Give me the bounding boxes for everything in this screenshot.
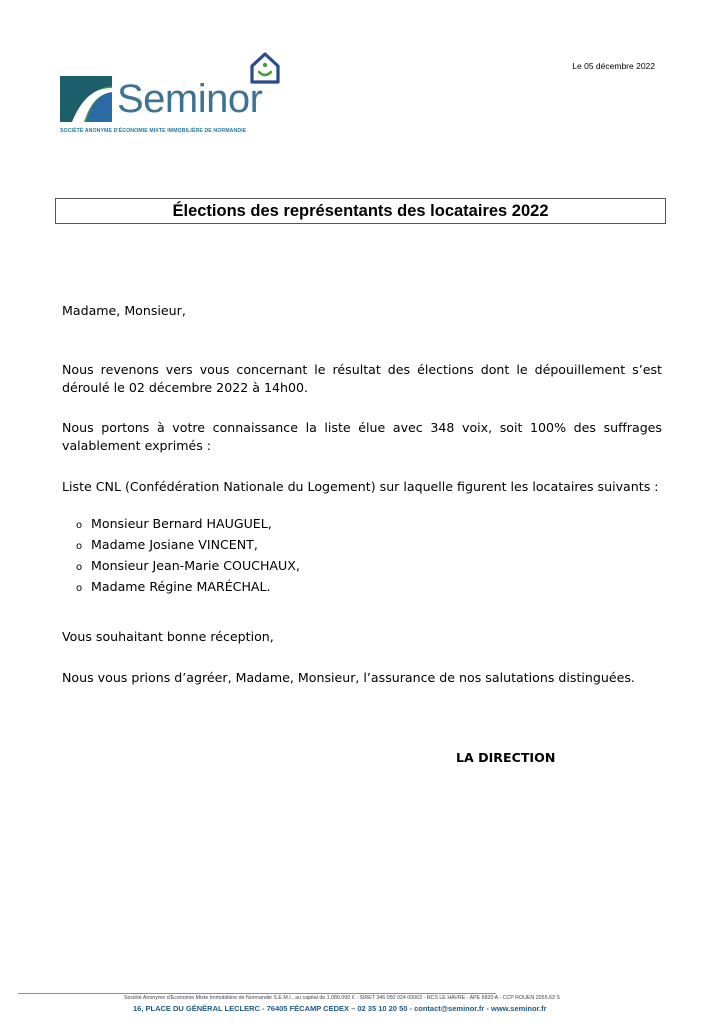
candidate-list: [76, 514, 300, 598]
list-item: o Madame Régine MARÉCHAL.: [76, 577, 300, 598]
signature: LA DIRECTION: [456, 750, 556, 765]
bullet-marker: o: [76, 562, 83, 573]
list-item: o Monsieur Bernard HAUGUEL,: [76, 514, 300, 535]
bullet-marker: o: [76, 583, 83, 594]
house-smile-icon: [248, 50, 282, 86]
bullet-marker: o: [76, 520, 83, 531]
footer-divider: [18, 993, 496, 994]
footer-legal-text: Société Anonyme d'Économie Mixte Immobilière de Normandie S.E.M.I., au capital de 1.080.000 € - SIRET 346 050 024 00063 - RCS LE HAVRE - APE 6820 A - CCP ROUEN 2055.63 S: [124, 995, 560, 1001]
paragraph-elected-list: Nous portons à votre connaissance la liste élue avec 348 voix, soit 100% des suffrages valablement exprimés :: [62, 420, 662, 453]
logo-wave-icon: [60, 76, 112, 122]
salutation: Madame, Monsieur,: [62, 303, 186, 318]
seminor-logo: [60, 48, 290, 138]
paragraph-cnl-list: Liste CNL (Confédération Nationale du Logement) sur laquelle figurent les locataires suivants :: [62, 479, 659, 494]
footer-address: 16, PLACE DU GÉNÉRAL LECLERC - 76405 FÉCAMP CEDEX – 02 35 10 20 50 - contact@seminor.fr - www.seminor.fr: [133, 1004, 547, 1013]
list-item: o Madame Josiane VINCENT,: [76, 535, 300, 556]
list-item: o Monsieur Jean-Marie COUCHAUX,: [76, 556, 300, 577]
closing-formula: Nous vous prions d’agréer, Madame, Monsieur, l’assurance de nos salutations distinguées.: [62, 670, 635, 685]
letter-date: Le 05 décembre 2022: [572, 61, 655, 71]
bullet-marker: o: [76, 541, 83, 552]
letter-title: Élections des représentants des locataires 2022: [55, 198, 666, 224]
logo-wordmark: Seminor: [117, 77, 263, 121]
logo-tagline: SOCIÉTÉ ANONYME D'ÉCONOMIE MIXTE IMMOBILIÈRE DE NORMANDIE: [60, 128, 247, 134]
closing-line: Vous souhaitant bonne réception,: [62, 629, 274, 644]
paragraph-results: Nous revenons vers vous concernant le résultat des élections dont le dépouillement s’est déroulé le 02 décembre 2022 à 14h00.: [62, 362, 662, 395]
